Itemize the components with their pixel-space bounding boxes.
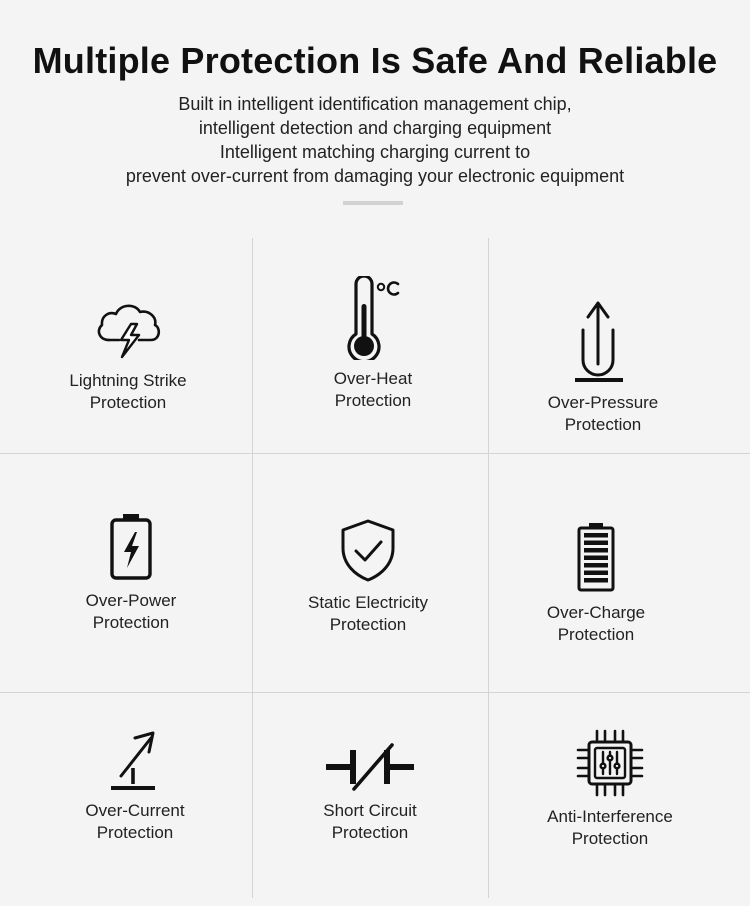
feature-label-line: Anti-Interference [547, 807, 673, 826]
feature-over-heat [273, 276, 473, 412]
grid-divider [252, 238, 253, 898]
full-battery-icon [576, 522, 616, 594]
feature-label-line: Protection [89, 393, 167, 412]
grid-divider [488, 238, 489, 898]
feature-label-line: Over-Pressure [547, 393, 659, 412]
thermometer-icon [338, 276, 408, 360]
subtitle-line: intelligent detection and charging equipment [198, 118, 552, 138]
feature-label-line: Protection [96, 823, 174, 842]
page-subtitle [0, 92, 750, 188]
grid-divider [0, 692, 750, 693]
feature-label-line: Over-Power [85, 591, 177, 610]
feature-label [323, 800, 417, 844]
subtitle-line: Intelligent matching charging current to [219, 142, 531, 162]
feature-label-line: Over-Current [85, 801, 185, 820]
feature-label [85, 800, 184, 844]
feature-over-current [35, 730, 235, 844]
feature-label-line: Lightning Strike [69, 371, 187, 390]
feature-label [86, 590, 177, 634]
feature-label-line: Protection [557, 625, 635, 644]
current-arrow-icon [107, 730, 163, 792]
lightning-cloud-icon [93, 300, 163, 362]
feature-over-charge [496, 522, 696, 646]
feature-label-line: Short Circuit [323, 801, 417, 820]
feature-label-line: Protection [92, 613, 170, 632]
pressure-arrow-icon [573, 298, 633, 384]
feature-label [548, 392, 659, 436]
grid-divider [0, 453, 750, 454]
feature-label-line: Static Electricity [308, 593, 428, 612]
feature-over-power [31, 512, 231, 634]
feature-lightning-strike [28, 300, 228, 414]
feature-label-line: Over-Charge [546, 603, 646, 622]
feature-label-line: Protection [571, 829, 649, 848]
feature-label [547, 602, 645, 646]
feature-static-electricity [268, 518, 468, 636]
subtitle-line: Built in intelligent identification management chip, [178, 94, 572, 114]
chip-icon [575, 728, 645, 798]
title-divider [343, 201, 403, 205]
feature-label [334, 368, 412, 412]
subtitle-line: prevent over-current from damaging your electronic equipment [125, 166, 625, 186]
feature-label [69, 370, 186, 414]
feature-label-line: Protection [564, 415, 642, 434]
feature-label-line: Protection [334, 391, 412, 410]
feature-over-pressure [503, 298, 703, 436]
feature-label-line: Over-Heat [333, 369, 413, 388]
battery-bolt-icon [108, 512, 154, 582]
feature-label [308, 592, 428, 636]
feature-short-circuit [270, 742, 470, 844]
page-title: Multiple Protection Is Safe And Reliable [32, 40, 718, 81]
feature-anti-interference [510, 728, 710, 850]
shield-check-icon [338, 518, 398, 584]
feature-label [547, 806, 673, 850]
feature-label-line: Protection [329, 615, 407, 634]
short-circuit-icon [324, 742, 416, 792]
feature-label-line: Protection [331, 823, 409, 842]
